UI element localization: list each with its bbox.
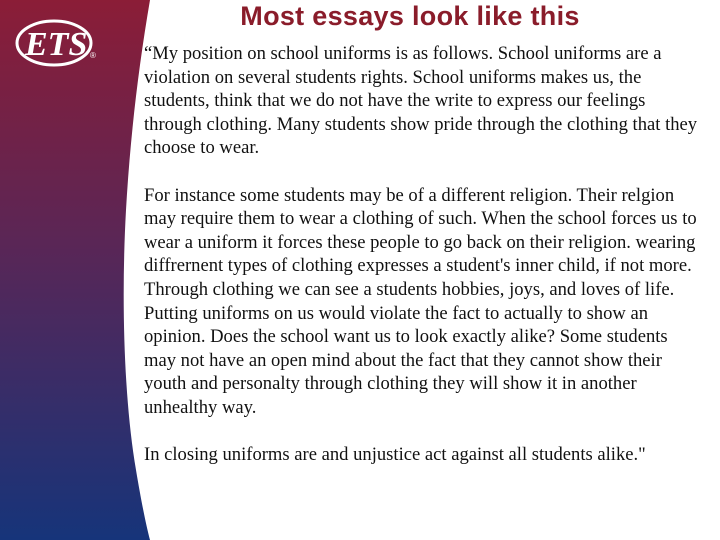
ets-logo-text: ETS xyxy=(25,26,88,63)
page-title: Most essays look like this xyxy=(240,1,580,31)
essay-paragraph-2: For instance some students may be of a different religion. Their relgion may require them to wear a clothing of such. When the school forces us to wear a uniform it forces these people to go back on their religion. wearing diffrernent types of clothing expresses a student's inner child, if not more. Through clothing we can see a students hobbies, joys, and loves of life. Putting uniforms on us would violate the fact to actually to show an opinion. Does the school want us to look exactly alike? Some students may not have an open mind about the fact that they cannot show their youth and personalty through clothing they will show it in another unhealthy way. xyxy=(144,184,697,418)
essay-body xyxy=(144,42,704,467)
registered-mark: ® xyxy=(90,51,96,60)
essay-paragraph-1: “My position on school uniforms is as follows. School uniforms are a violation on several students rights. School uniforms makes us, the students, think that we do not have the write to express our feelings through clothing. Many students show pride through the clothing that they choose to wear. xyxy=(144,43,698,159)
essay-paragraph-3: In closing uniforms are and unjustice act against all students alike." xyxy=(144,444,646,466)
ets-logo xyxy=(14,14,100,74)
